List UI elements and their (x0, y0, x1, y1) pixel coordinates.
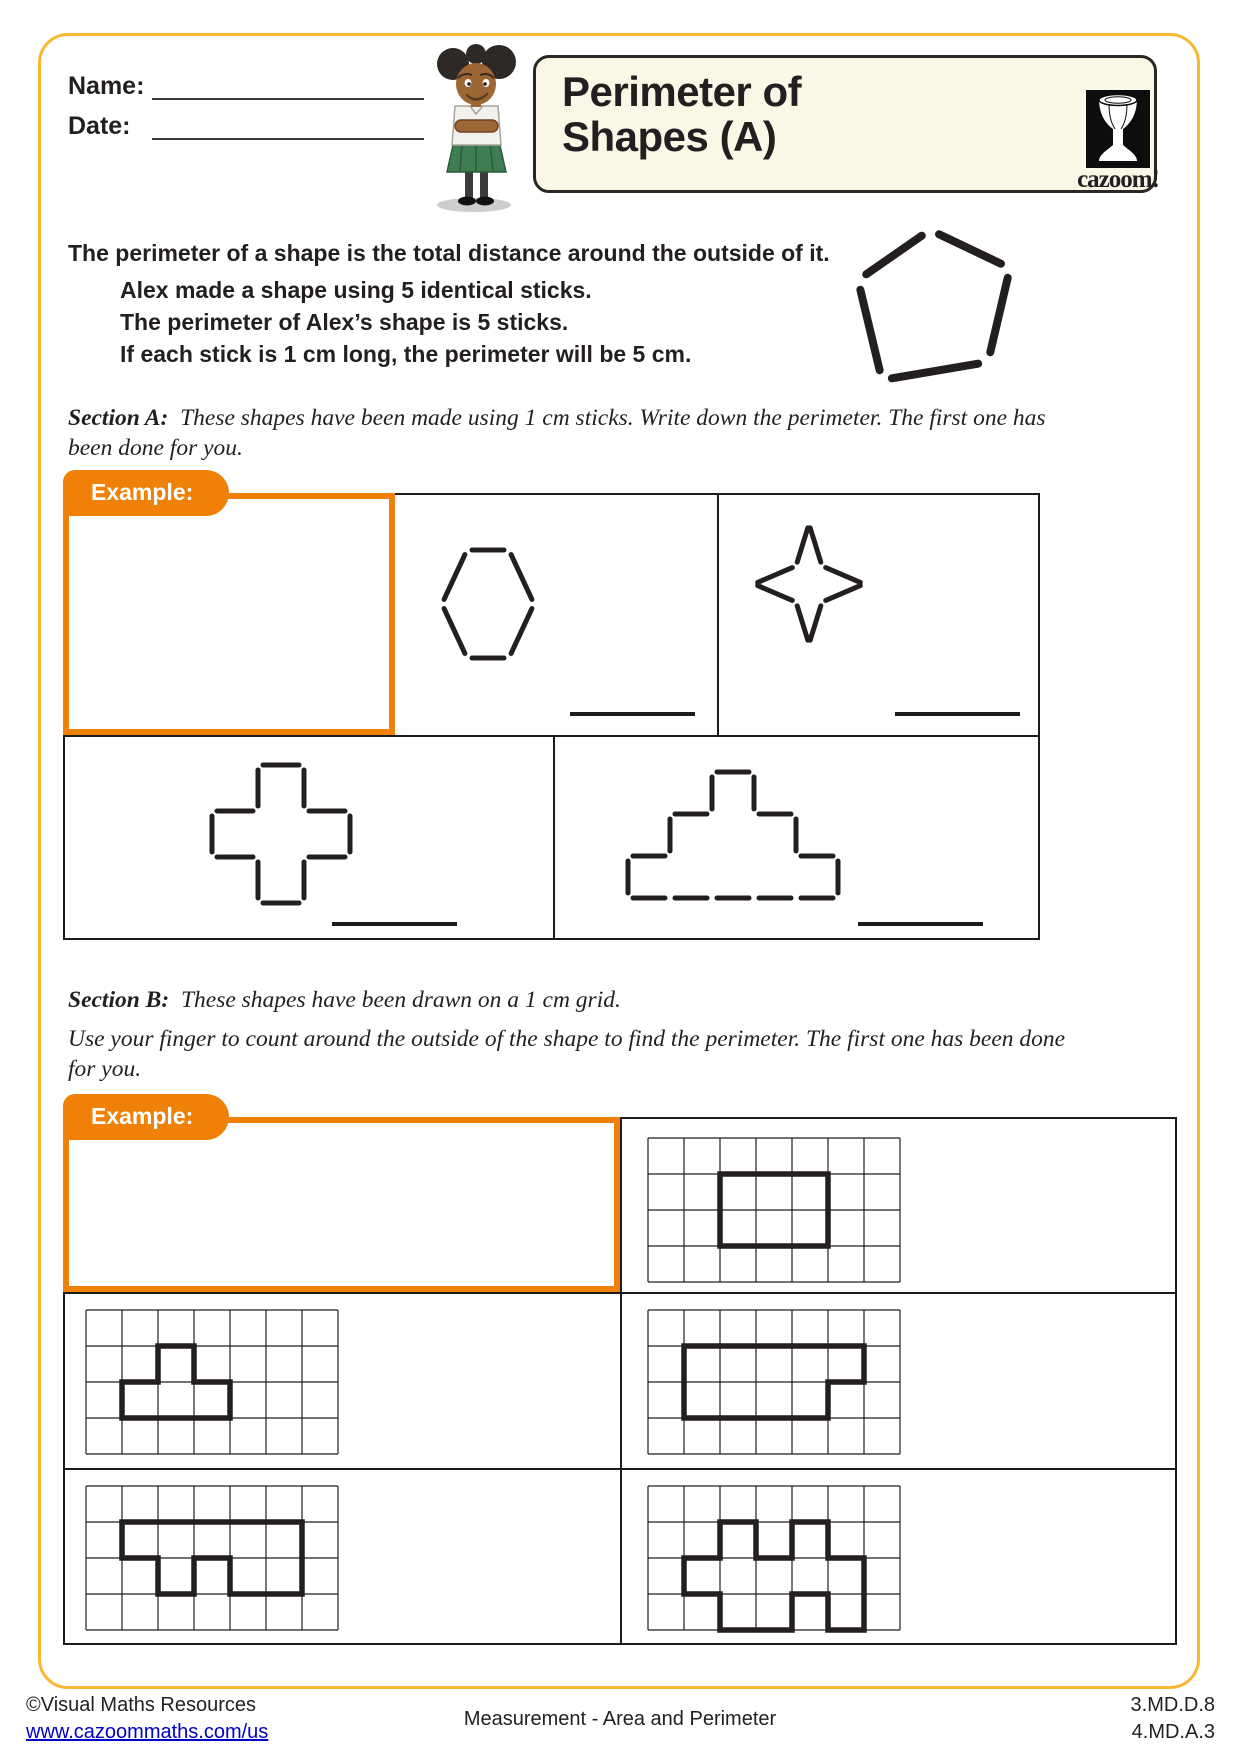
date-underline (152, 138, 424, 140)
date-label: Date: (68, 112, 131, 140)
hexagon-answer-line (570, 712, 695, 716)
page-title (562, 70, 801, 159)
section-a-label: Section A: (68, 405, 169, 431)
section-b-label: Section B: (68, 987, 170, 1013)
section-b-col-divider (620, 1117, 622, 1645)
ziggurat-answer-line (858, 922, 983, 926)
footer-url-link[interactable]: www.cazoommaths.com/us (26, 1721, 269, 1743)
grid-b3-right-polyomino (648, 1486, 900, 1630)
star-sticks-figure (752, 522, 864, 644)
intro-line-4: If each stick is 1 cm long, the perimeter will be 5 cm. (120, 341, 692, 367)
drum-icon (1086, 90, 1150, 168)
footer-standard-2: 4.MD.A.3 (1131, 1721, 1215, 1743)
footer-center-text: Measurement - Area and Perimeter (463, 1708, 777, 1730)
intro-line-2: Alex made a shape using 5 identical sticks. (120, 277, 592, 303)
footer-standard-1: 3.MD.D.8 (1130, 1694, 1215, 1716)
grid-b1-rectangle (648, 1138, 900, 1282)
plus-answer-line (332, 922, 457, 926)
section-a-heading (68, 403, 1053, 463)
example-a-box (63, 493, 395, 735)
plus-sticks-figure (212, 765, 350, 903)
name-label: Name: (68, 72, 145, 100)
star-answer-line (895, 712, 1020, 716)
footer-copyright: ©Visual Maths Resources (26, 1694, 257, 1716)
grid-b2-left-t-shape (86, 1310, 338, 1454)
hexagon-sticks-figure (437, 548, 534, 658)
section-a-col-divider-1 (717, 493, 719, 735)
title-line-2: Shapes (A) (562, 112, 777, 160)
section-a-instructions: These shapes have been made using 1 cm sticks. Write down the perimeter. The first one has been done for you. (68, 405, 1046, 462)
example-b-tab: Example: (63, 1094, 229, 1140)
example-a-tab: Example: (63, 470, 229, 516)
intro-line-3: The perimeter of Alex’s shape is 5 sticks. (120, 309, 569, 335)
section-b-heading (68, 985, 1068, 1015)
grid-b3-left-polyomino (86, 1486, 338, 1630)
student-character-illustration (420, 42, 532, 214)
intro-line-1: The perimeter of a shape is the total distance around the outside of it. (68, 240, 830, 266)
example-b-box (63, 1117, 620, 1292)
cazoom-logo-text: cazoom! (1077, 166, 1159, 193)
section-a-col-divider-2 (553, 735, 555, 940)
grid-b2-right-notched-rectangle (648, 1310, 900, 1454)
name-underline (152, 98, 424, 100)
pentagon-sticks-figure (858, 230, 1010, 380)
ziggurat-sticks-figure (628, 772, 838, 898)
section-b-instructions-1: These shapes have been drawn on a 1 cm grid. (180, 987, 621, 1013)
section-b-instructions-2: Use your finger to count around the outside of the shape to find the perimeter. The first one has been done for you. (68, 1026, 1066, 1083)
cazoom-logo (1086, 90, 1150, 168)
section-a-row-divider (63, 735, 1040, 737)
title-line-1: Perimeter of (562, 68, 802, 115)
